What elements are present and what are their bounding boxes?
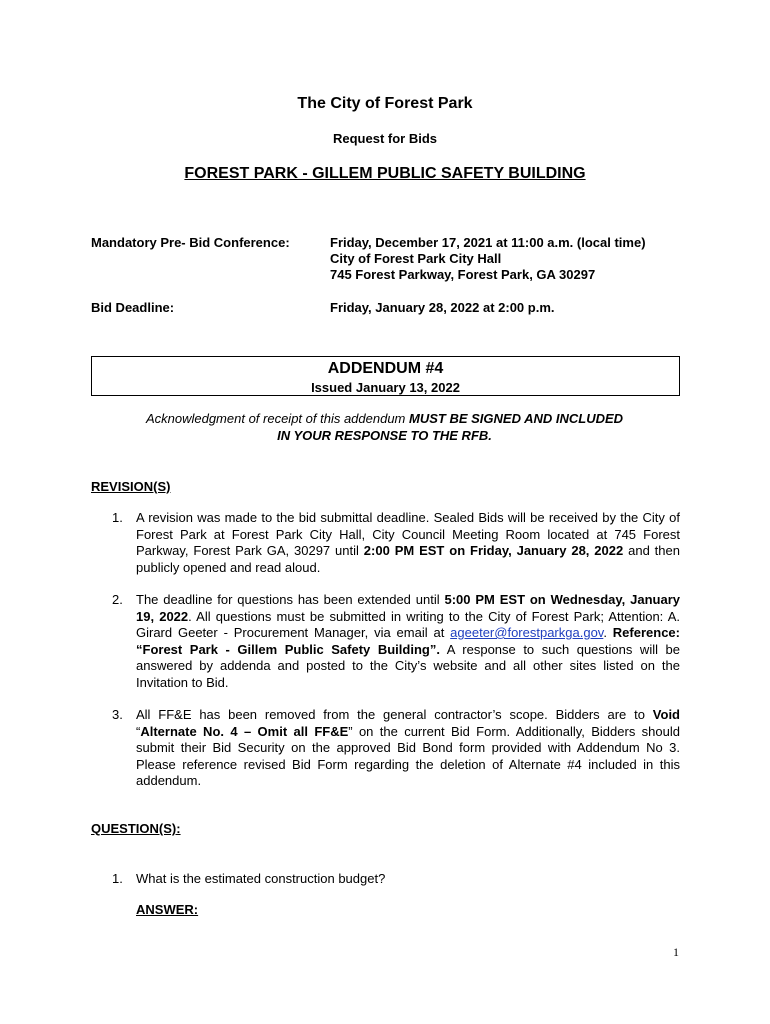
revision-number: 2. [112,592,123,607]
ack-emphasis-1: MUST BE SIGNED AND INCLUDED [409,411,624,426]
addendum-box [91,356,680,396]
revision-text: All FF&E has been removed from the general contractor’s scope. Bidders are to Void “Alternate No. 4 – Omit all FF&E” on the current Bid Form. Additionally, Bidders should submit their Bid Security on the approved Bid Bond form provided with Addendum No 3. Please reference revised Bid Form regarding the deletion of Alternate #4 included in this addendum. [136,707,680,788]
revision-text: The deadline for questions has been extended until 5:00 PM EST on Wednesday, January 19, 2022. All questions must be submitted in writing to the City of Forest Park; Attention: A. Girard Geeter - Procurement Manager, via email at ageeter@forestparkga.gov. Reference: “Forest Park - Gillem Public Safety Building”. A response to such questions will be answered by addenda and posted to the City’s website and all other sites listed on the Invitation to Bid. [136,592,680,690]
addendum-heading: ADDENDUM #4 [327,360,444,377]
conference-label: Mandatory Pre- Bid Conference: [91,235,290,250]
deadline-value: Friday, January 28, 2022 at 2:00 p.m. [330,300,555,315]
acknowledgment-notice [91,410,678,444]
question-number: 1. [112,871,123,886]
conference-details [330,235,646,283]
page-number: 1 [673,945,679,959]
revision-number: 3. [112,707,123,722]
project-title: FOREST PARK - GILLEM PUBLIC SAFETY BUILDING [184,165,586,182]
conference-address: 745 Forest Parkway, Forest Park, GA 30297 [330,267,596,282]
document-title: The City of Forest Park [297,95,473,112]
addendum-issued: Issued January 13, 2022 [311,380,460,395]
revision-text: A revision was made to the bid submittal deadline. Sealed Bids will be received by the City of Forest Park at Forest Park City Hall, City Council Meeting Room located at 745 Forest Parkway, Forest Park GA, 30297 until 2:00 PM EST on Friday, January 28, 2022 and then publicly opened and read aloud. [136,510,680,575]
question-text: What is the estimated construction budget? [136,871,386,886]
revision-item [112,592,680,691]
answer-label: ANSWER: [136,902,199,917]
ack-emphasis-2: IN YOUR RESPONSE TO THE RFB. [277,428,492,443]
question-item [112,871,680,888]
conference-location: City of Forest Park City Hall [330,251,502,266]
deadline-label: Bid Deadline: [91,300,175,315]
email-link[interactable]: ageeter@forestparkga.gov [450,625,604,640]
revision-number: 1. [112,510,123,525]
conference-date: Friday, December 17, 2021 at 11:00 a.m. (local time) [330,235,646,250]
document-subtitle: Request for Bids [332,131,437,146]
revision-item [112,707,680,790]
revisions-heading: REVISION(S) [91,479,171,494]
revision-item [112,510,680,576]
ack-text: Acknowledgment of receipt of this addendum [145,411,409,426]
questions-heading: QUESTION(S): [91,821,181,836]
